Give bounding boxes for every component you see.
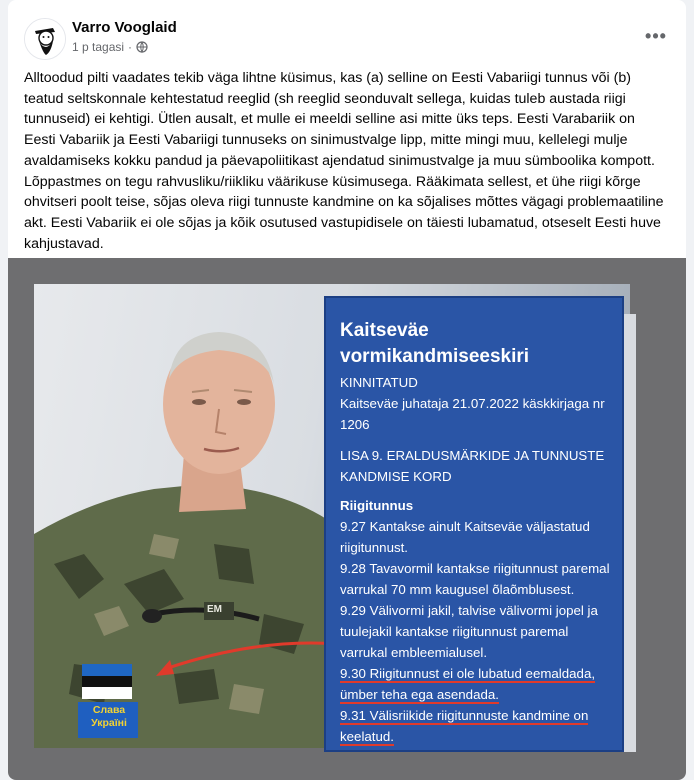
panel-spacer (340, 435, 612, 445)
panel-approved: KINNITATUD (340, 375, 418, 390)
ukraine-patch-text: Слава Україні (91, 704, 127, 729)
panel-decree-line2: 1206 (340, 417, 370, 432)
panel-annex-line2: KANDMISE KORD (340, 469, 452, 484)
rule-9-31-line2: keelatud. (340, 729, 394, 744)
rule-9-29-line3: varrukal embleemialusel. (340, 645, 488, 660)
panel-title: Kaitseväe vormikandmiseeskiri (340, 320, 530, 367)
red-arrow (138, 638, 338, 698)
panel-decree-line1: Kaitseväe juhataja 21.07.2022 käskkirjaga nr (340, 396, 605, 411)
post-text: Alltoodud pilti vaadates tekib väga lihtne küsimus, kas (a) selline on Eesti Vabariigi tunnus või (b) teatud seltskonnale kehtestatud reeglid (sh reeglid seonduvalt sellega, kuidas tuleb austada riigi tunnuseid) ei kehtigi. Ütlen ausalt, et mulle ei meeldi selline asi mitte üks teps. Eesti Varabariik on Eesti Vabariik ja Eesti Vabariigi tunnuseks on sinimustvalge lipp, mitte mingi muu, kellelegi mulje avaldamiseks kokku pandud ja päevapoliitikast ajendatud sinimustvalge ja muu sümboolika kompott. Lõppastmes on tegu rahvusliku/riikliku väärikuse küsimusega. Rääkimata sellest, et ühe riigi kõrge ohvitseri poolt teise, sõjas oleva riigi tunnuste kandmine on ka sõjalises mõttes vägagi problemaatiline akt. Eesti Vabariik ei ole sõjas ja kõik osutused vastupidisele on täiesti lubamatud, otseselt Eesti huve kahjustavad. (24, 70, 664, 252)
avatar-portrait-icon (25, 19, 65, 59)
rule-9-30-line2: ümber teha ega asendada. (340, 687, 499, 702)
rule-9-31-line1: 9.31 Välisriikide riigitunnuste kandmine on (340, 708, 589, 723)
panel-section-title: Riigitunnus (340, 498, 414, 513)
separator-dot: · (128, 40, 133, 54)
post-time[interactable]: 1 p tagasi (72, 40, 125, 54)
more-options-icon[interactable]: ••• (645, 25, 667, 46)
rule-9-28-line2: varrukal 70 mm kaugusel õlaõmblusest. (340, 582, 575, 597)
rule-9-29-line2: tuulejakil kantakse riigitunnust paremal (340, 624, 569, 639)
rule-9-27-line1: 9.27 Kantakse ainult Kaitseväe väljastatud (340, 519, 590, 534)
globe-icon[interactable] (136, 41, 148, 53)
panel-annex-line1: LISA 9. ERALDUSMÄRKIDE JA TUNNUSTE (340, 448, 605, 463)
rule-9-30-line1: 9.30 Riigitunnust ei ole lubatud eemaldada, (340, 666, 596, 681)
post-image[interactable] (8, 258, 686, 780)
author-name[interactable]: Varro Vooglaid (72, 19, 177, 36)
em-name-tag: EM (207, 604, 222, 615)
rule-9-28-line1: 9.28 Tavavormil kantakse riigitunnust paremal (340, 561, 610, 576)
post-meta (72, 40, 148, 54)
rule-9-29-line1: 9.29 Välivormi jakil, talvise välivormi jopel ja (340, 603, 598, 618)
regulation-panel (324, 296, 624, 752)
post-card (8, 0, 686, 780)
post-header (8, 0, 686, 64)
rule-9-27-line2: riigitunnust. (340, 540, 408, 555)
author-avatar[interactable] (24, 18, 66, 60)
